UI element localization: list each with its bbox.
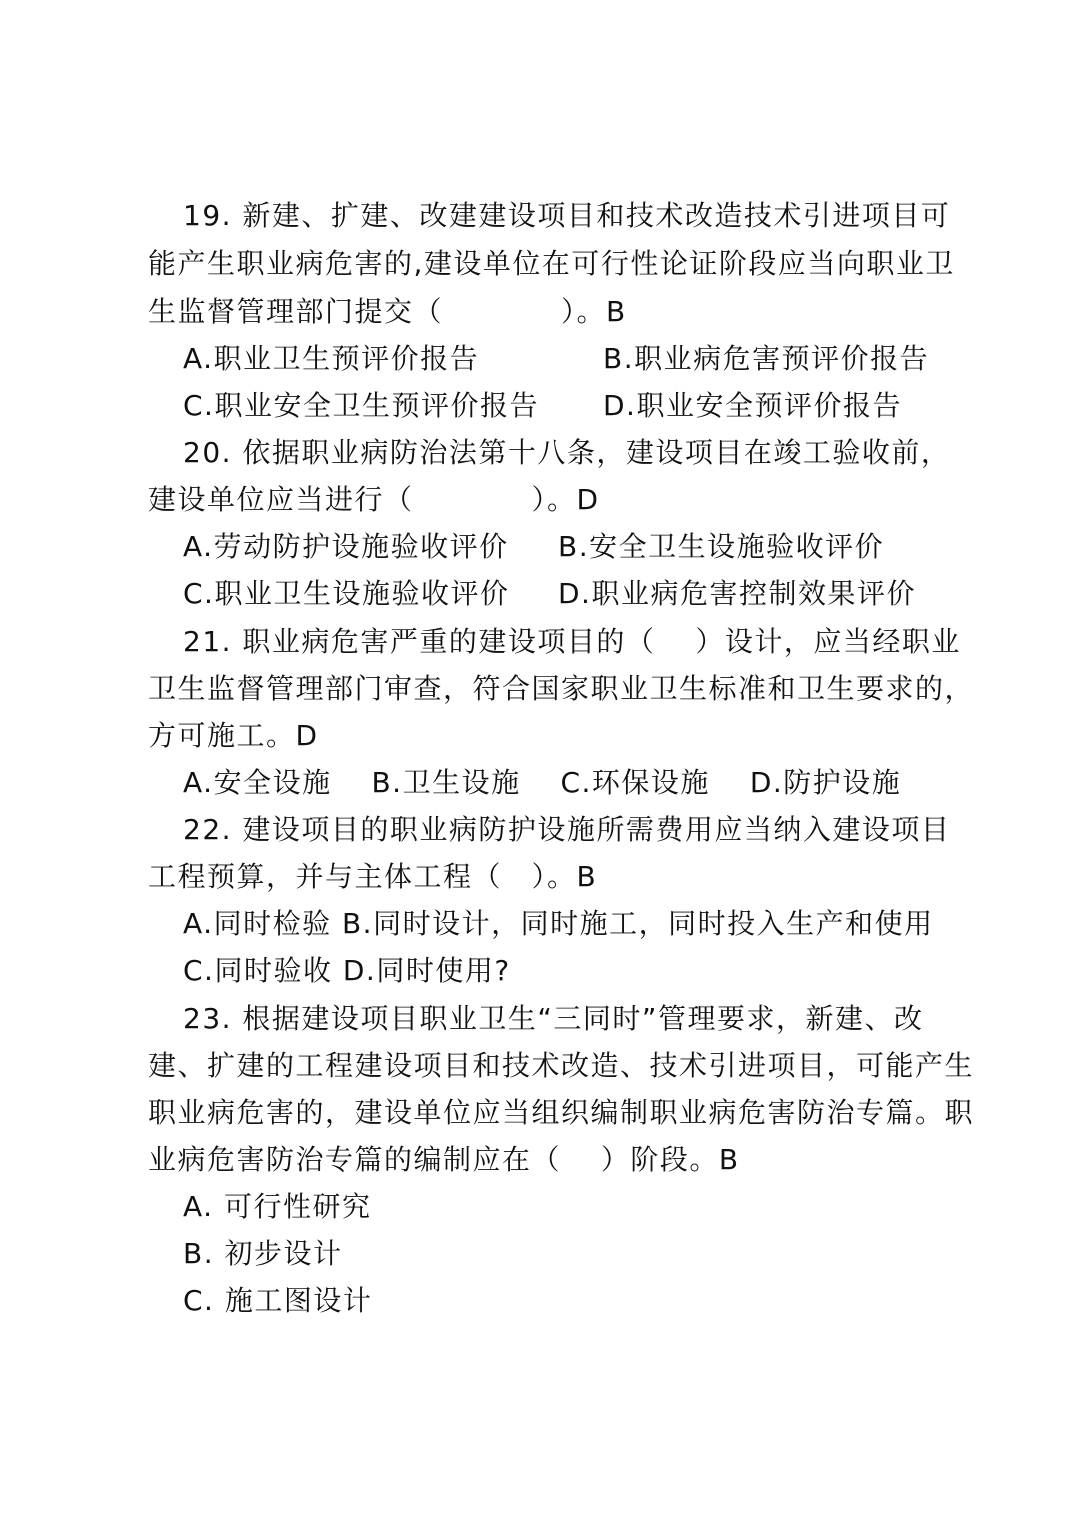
question-20-option-b: B.安全卫生设施验收评价 xyxy=(558,530,885,563)
question-23-line-3: 职业病危害的，建设单位应当组织编制职业病危害防治专篇。职 xyxy=(148,1096,975,1129)
question-19-line-2: 能产生职业病危害的,建设单位在可行性论证阶段应当向职业卫 xyxy=(148,247,955,280)
question-22-line-1: 22. 建设项目的职业病防护设施所需费用应当纳入建设项目 xyxy=(183,813,951,846)
question-19-line-3: 生监督管理部门提交（ ）。B xyxy=(148,295,627,328)
question-22-options-line-1: A.同时检验 B.同时设计，同时施工，同时投入生产和使用 xyxy=(183,907,934,940)
question-20-option-a: A.劳动防护设施验收评价 xyxy=(183,530,509,563)
question-23-option-a: A. 可行性研究 xyxy=(183,1190,372,1223)
question-20-line-2: 建设单位应当进行（ ）。D xyxy=(148,483,600,516)
question-20-line-1: 20. 依据职业病防治法第十八条，建设项目在竣工验收前， xyxy=(183,436,951,469)
question-23-option-c: C. 施工图设计 xyxy=(183,1284,373,1317)
question-23-option-b: B. 初步设计 xyxy=(183,1237,343,1270)
question-23-line-4: 业病危害防治专篇的编制应在（ ）阶段。B xyxy=(148,1143,740,1176)
question-20-option-c: C.职业卫生设施验收评价 xyxy=(183,577,510,610)
question-23-line-2: 建、扩建的工程建设项目和技术改造、技术引进项目，可能产生 xyxy=(148,1049,975,1082)
question-22-options-line-2: C.同时验收 D.同时使用? xyxy=(183,954,511,987)
question-21-line-3: 方可施工。D xyxy=(148,719,319,752)
question-23-line-1: 23. 根据建设项目职业卫生“三同时”管理要求，新建、改 xyxy=(183,1002,924,1035)
question-20-option-d: D.职业病危害控制效果评价 xyxy=(558,577,916,610)
question-21-line-1: 21. 职业病危害严重的建设项目的（ ）设计，应当经职业 xyxy=(183,625,961,658)
question-19-option-b: B.职业病危害预评价报告 xyxy=(603,342,930,375)
question-19-option-a: A.职业卫生预评价报告 xyxy=(183,342,480,375)
question-21-options: A.安全设施 B.卫生设施 C.环保设施 D.防护设施 xyxy=(183,766,902,799)
question-22-line-2: 工程预算，并与主体工程（ ）。B xyxy=(148,860,598,893)
question-19-option-d: D.职业安全预评价报告 xyxy=(603,389,902,422)
question-21-line-2: 卫生监督管理部门审查，符合国家职业卫生标准和卫生要求的， xyxy=(148,672,975,705)
question-19-option-c: C.职业安全卫生预评价报告 xyxy=(183,389,539,422)
question-19-line-1: 19. 新建、扩建、改建建设项目和技术改造技术引进项目可 xyxy=(183,199,951,232)
